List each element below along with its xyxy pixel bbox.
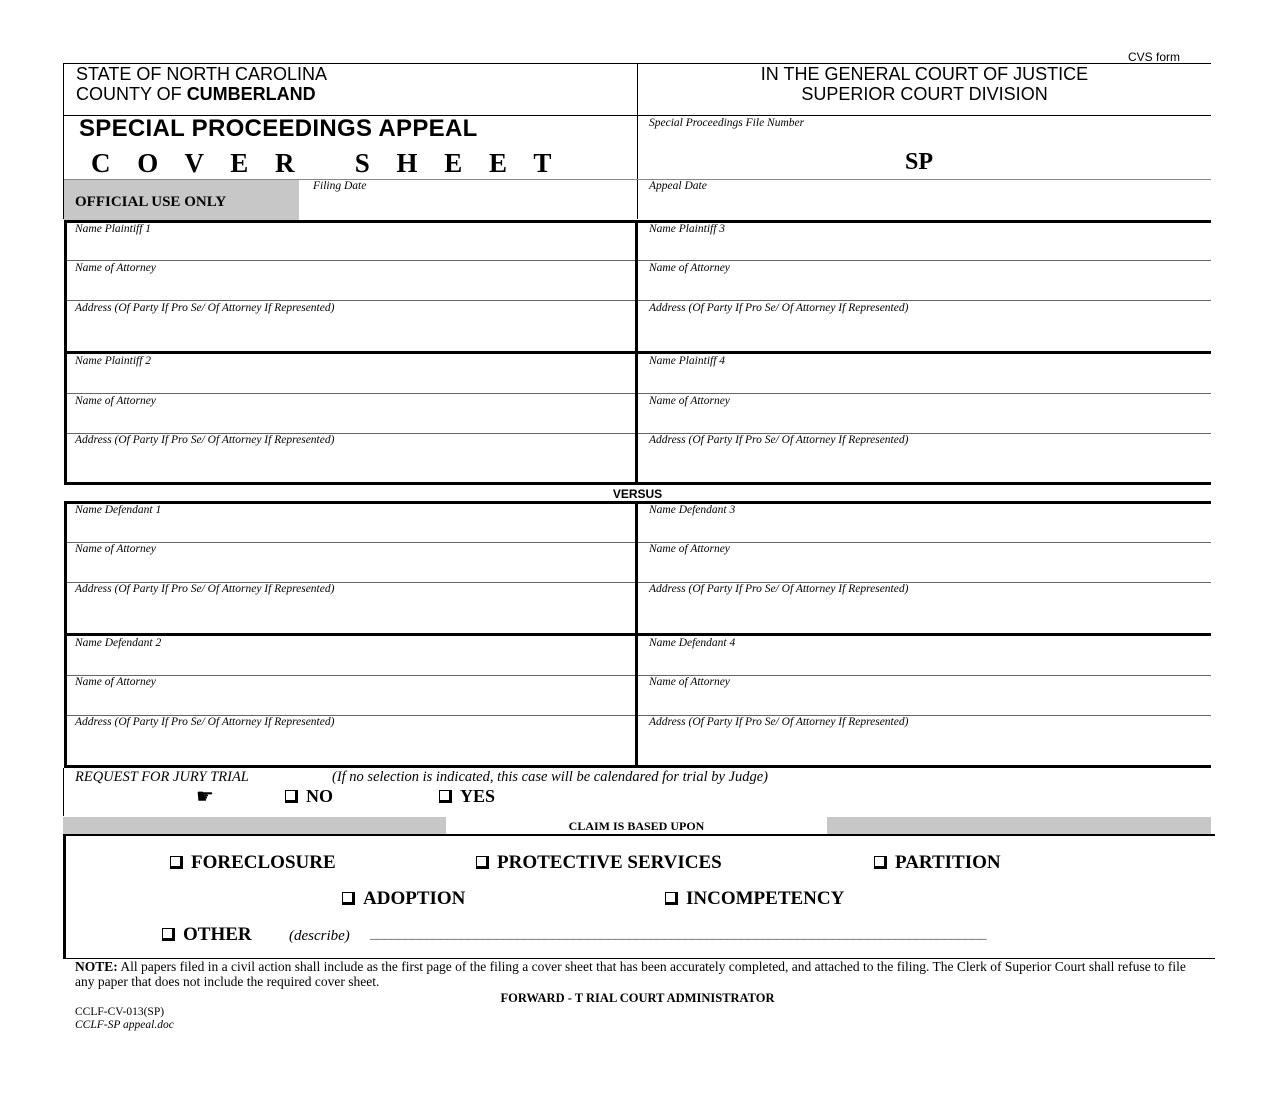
defendant-4-name[interactable]: Name Defendant 4 [649,637,736,649]
jury-no-label: NO [306,786,333,806]
checkbox-icon[interactable] [476,856,489,869]
defendant-1-address[interactable]: Address (Of Party If Pro Se/ Of Attorney If Represented) [75,583,335,595]
checkbox-icon[interactable] [162,928,175,941]
plaintiff-1-attorney[interactable]: Name of Attorney [75,262,156,274]
claim-adoption[interactable] [342,888,465,910]
file-number-label: Special Proceedings File Number [649,117,805,129]
defendant-3-name[interactable]: Name Defendant 3 [649,504,736,516]
defendant-3-attorney[interactable]: Name of Attorney [649,543,730,555]
rule [638,300,1211,301]
claim-incompetency[interactable] [665,888,844,910]
jury-yes-label: YES [460,786,496,806]
plaintiff-2-attorney[interactable]: Name of Attorney [75,395,156,407]
claim-protective-services-label: PROTECTIVE SERVICES [497,852,722,873]
defendant-2-address[interactable]: Address (Of Party If Pro Se/ Of Attorney If Represented) [75,716,335,728]
note-paragraph [75,959,1205,989]
pointing-hand-icon: ☛ [196,786,214,808]
note-label: NOTE: [75,959,118,974]
defendant-1-attorney[interactable]: Name of Attorney [75,543,156,555]
document-name: CCLF-SP appeal.doc [75,1019,174,1031]
plaintiff-4-attorney[interactable]: Name of Attorney [649,395,730,407]
plaintiff-mid-rule [64,351,1211,354]
defendant-1-name[interactable]: Name Defendant 1 [75,504,162,516]
defendant-2-name[interactable]: Name Defendant 2 [75,637,162,649]
jury-note: (If no selection is indicated, this case will be calendared for trial by Judge) [332,769,768,785]
claim-describe-field[interactable]: ________________________________________________________________________________________ [370,926,986,942]
checkbox-icon[interactable] [874,856,887,869]
form-tag: CVS form [1128,50,1181,64]
jury-left-border [63,768,64,816]
claim-partition[interactable] [874,852,1001,874]
claim-incompetency-label: INCOMPETENCY [686,888,845,909]
appeal-date-label: Appeal Date [649,180,707,192]
defendant-3-address[interactable]: Address (Of Party If Pro Se/ Of Attorney If Represented) [649,583,909,595]
county-line [76,84,327,104]
checkbox-icon[interactable] [170,856,183,869]
plaintiff-3-attorney[interactable]: Name of Attorney [649,262,730,274]
filing-date-label: Filing Date [313,180,367,192]
jury-label: REQUEST FOR JURY TRIAL [75,769,249,785]
plaintiff-4-address[interactable]: Address (Of Party If Pro Se/ Of Attorney If Represented) [649,434,909,446]
defendant-2-attorney[interactable]: Name of Attorney [75,676,156,688]
rule [638,260,1211,261]
claim-protective-services[interactable] [476,852,722,874]
form-code: CCLF-CV-013(SP) [75,1006,165,1018]
checkbox-icon[interactable] [439,790,452,803]
defendant-4-attorney[interactable]: Name of Attorney [649,676,730,688]
checkbox-icon[interactable] [342,892,355,905]
official-use-label: OFFICIAL USE ONLY [75,194,227,210]
versus-label: VERSUS [612,487,663,501]
claim-header: CLAIM IS BASED UPON [446,817,827,834]
file-number-prefix[interactable]: SP [905,149,934,175]
claim-foreclosure-label: FORECLOSURE [191,852,336,873]
defendant-mid-rule [64,633,1211,636]
rule [638,393,1211,394]
jury-no-option[interactable] [285,786,333,807]
court-line-1: IN THE GENERAL COURT OF JUSTICE [760,64,1089,84]
form-subtitle: C O V E R S H E E T [91,148,562,178]
court-heading [638,64,1211,104]
claim-adoption-label: ADOPTION [363,888,466,909]
rule [67,300,635,301]
claim-foreclosure[interactable] [170,852,336,874]
checkbox-icon[interactable] [285,790,298,803]
checkbox-icon[interactable] [665,892,678,905]
plaintiff-3-address[interactable]: Address (Of Party If Pro Se/ Of Attorney If Represented) [649,302,909,314]
plaintiff-2-address[interactable]: Address (Of Party If Pro Se/ Of Attorney If Represented) [75,434,335,446]
claim-describe-label: (describe) [289,928,350,944]
rule [67,260,635,261]
plaintiff-1-name[interactable]: Name Plaintiff 1 [75,223,152,235]
plaintiff-2-name[interactable]: Name Plaintiff 2 [75,355,152,367]
county-name: CUMBERLAND [186,84,316,104]
plaintiff-4-name[interactable]: Name Plaintiff 4 [649,355,726,367]
jury-yes-option[interactable] [439,786,495,807]
claim-other[interactable] [162,924,252,946]
plaintiff-1-address[interactable]: Address (Of Party If Pro Se/ Of Attorney If Represented) [75,302,335,314]
county-prefix: COUNTY OF [76,84,182,104]
forward-instruction: FORWARD - T RIAL COURT ADMINISTRATOR [500,991,775,1005]
form-title: SPECIAL PROCEEDINGS APPEAL [79,115,478,142]
plaintiff-3-name[interactable]: Name Plaintiff 3 [649,223,726,235]
defendant-4-address[interactable]: Address (Of Party If Pro Se/ Of Attorney If Represented) [649,716,909,728]
rule [67,393,635,394]
claim-partition-label: PARTITION [895,852,1001,873]
court-line-2: SUPERIOR COURT DIVISION [801,84,1048,104]
state-heading [76,64,327,104]
state-name: STATE OF NORTH CAROLINA [76,64,328,84]
claim-other-label: OTHER [183,924,252,945]
note-text: All papers filed in a civil action shall include as the first page of the filing a cover sheet that has been accurately completed, and attached to the filing. The Clerk of Superior Court shall refuse to file any paper that does not include the required cover sheet. [75,959,1186,989]
